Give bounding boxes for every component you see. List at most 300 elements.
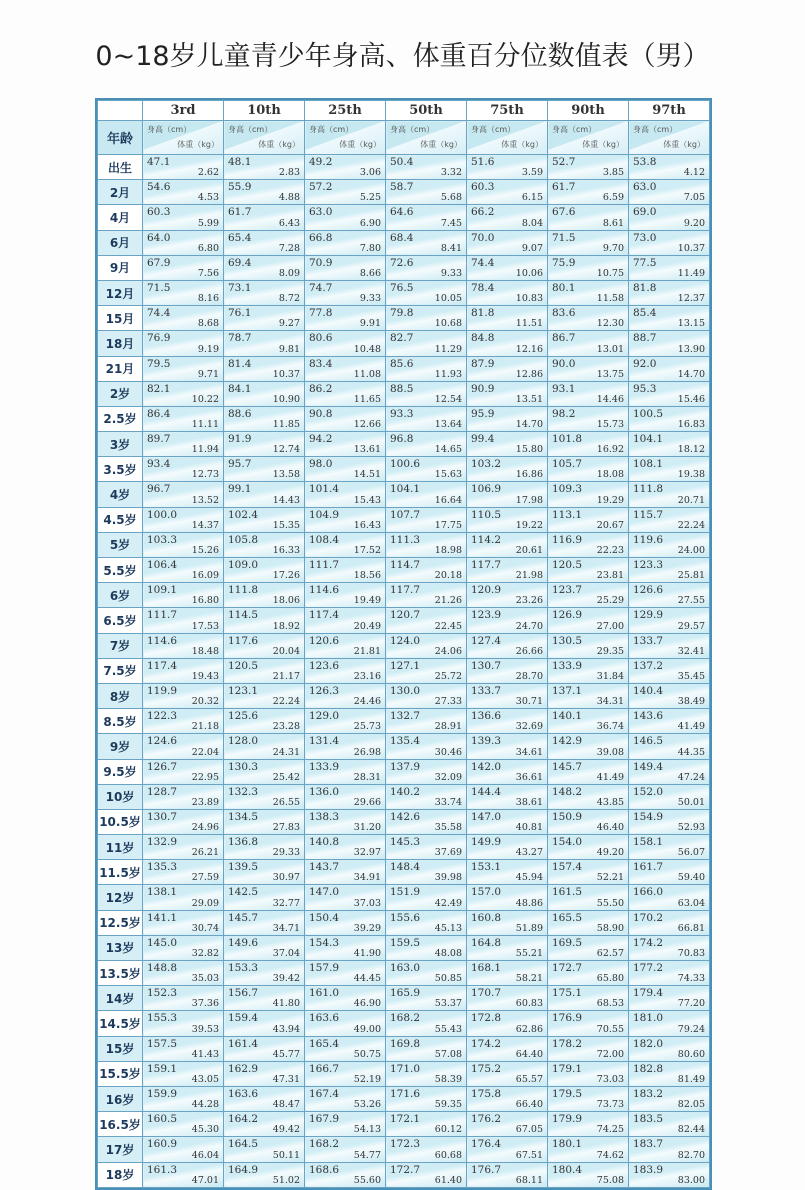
weight-value: 11.29 [434, 343, 462, 355]
weight-value: 55.60 [353, 1174, 381, 1186]
height-value: 93.3 [390, 407, 414, 420]
value-cell [467, 986, 548, 1011]
value-cell [467, 180, 548, 205]
weight-value: 20.61 [515, 545, 543, 556]
value-cell [143, 885, 224, 910]
weight-value: 16.92 [596, 444, 624, 456]
weight-value: 7.28 [278, 242, 300, 254]
value-cell [143, 280, 224, 305]
weight-value: 15.80 [515, 444, 543, 456]
table-row [98, 658, 710, 683]
value-cell [143, 1162, 224, 1187]
height-value: 90.9 [471, 382, 495, 395]
value-cell [548, 935, 629, 960]
height-value: 81.4 [228, 357, 252, 370]
unit-header-cell [467, 121, 548, 155]
table-row [98, 935, 710, 960]
unit-header-cell [629, 121, 710, 155]
value-cell [143, 406, 224, 431]
value-cell [629, 1112, 710, 1137]
height-value: 66.2 [471, 206, 495, 219]
height-value: 80.1 [552, 281, 576, 294]
value-cell [386, 633, 467, 658]
value-cell [386, 255, 467, 280]
value-cell [224, 683, 305, 708]
value-cell [143, 1036, 224, 1061]
weight-unit-label: 体重（kg） [177, 140, 219, 149]
value-cell [467, 860, 548, 885]
value-cell [305, 507, 386, 532]
value-cell [548, 1112, 629, 1137]
age-cell: 2.5岁 [98, 406, 143, 431]
weight-value: 14.70 [515, 419, 543, 431]
weight-unit-label: 体重（kg） [420, 140, 462, 149]
height-value: 111.7 [309, 559, 340, 571]
weight-value: 2.62 [197, 167, 219, 179]
height-value: 136.0 [309, 785, 340, 798]
value-cell [548, 205, 629, 230]
age-cell: 8.5岁 [98, 709, 143, 734]
value-cell [224, 356, 305, 381]
weight-value: 53.37 [434, 998, 462, 1010]
value-cell [548, 180, 629, 205]
value-cell [548, 1086, 629, 1111]
weight-value: 17.53 [191, 620, 219, 632]
height-value: 153.1 [471, 861, 502, 874]
age-cell: 4.5岁 [98, 507, 143, 532]
value-cell [224, 910, 305, 935]
height-value: 79.5 [147, 357, 171, 370]
height-value: 139.5 [228, 861, 259, 874]
height-value: 130.5 [552, 634, 583, 647]
weight-value: 8.68 [197, 318, 219, 330]
value-cell [548, 1061, 629, 1086]
value-cell [143, 205, 224, 230]
value-cell [386, 1137, 467, 1162]
height-value: 172.1 [390, 1113, 421, 1126]
height-value: 93.1 [552, 382, 576, 395]
value-cell [386, 910, 467, 935]
value-cell [629, 280, 710, 305]
height-value: 161.3 [147, 1163, 178, 1176]
weight-value: 32.82 [191, 948, 219, 959]
height-value: 159.9 [147, 1087, 178, 1100]
weight-value: 74.33 [677, 973, 705, 985]
table-row [98, 961, 710, 986]
weight-value: 4.88 [278, 192, 300, 204]
weight-value: 59.35 [434, 1099, 462, 1111]
height-value: 142.9 [552, 735, 583, 748]
value-cell [143, 331, 224, 356]
height-value: 108.4 [309, 533, 340, 546]
weight-value: 10.22 [191, 393, 219, 405]
unit-header-cell [548, 121, 629, 155]
weight-value: 12.16 [515, 343, 543, 355]
weight-value: 38.49 [677, 696, 705, 708]
height-value: 141.1 [147, 911, 178, 924]
value-cell [467, 734, 548, 759]
weight-value: 65.80 [596, 973, 624, 985]
weight-value: 37.69 [434, 847, 462, 859]
weight-value: 53.26 [353, 1099, 381, 1111]
weight-value: 82.44 [677, 1124, 705, 1136]
weight-value: 60.83 [515, 998, 543, 1010]
weight-value: 22.04 [191, 746, 219, 758]
value-cell [467, 1061, 548, 1086]
weight-value: 43.05 [191, 1073, 219, 1085]
weight-value: 43.27 [515, 847, 543, 859]
weight-value: 41.49 [596, 771, 624, 783]
height-value: 95.7 [228, 458, 252, 471]
page-title: 0~18岁儿童青少年身高、体重百分位数值表（男） [95, 41, 710, 72]
weight-value: 23.26 [515, 595, 543, 607]
value-cell [143, 180, 224, 205]
weight-value: 47.24 [677, 771, 705, 783]
height-value: 180.1 [552, 1138, 583, 1151]
height-value: 144.4 [471, 785, 502, 798]
weight-value: 11.11 [191, 419, 219, 431]
value-cell [305, 1162, 386, 1187]
value-cell [467, 356, 548, 381]
height-value: 182.0 [633, 1037, 664, 1050]
height-value: 163.6 [309, 1012, 340, 1025]
height-value: 61.7 [228, 206, 252, 219]
weight-value: 55.50 [596, 897, 624, 909]
weight-value: 29.57 [677, 620, 705, 632]
value-cell [224, 507, 305, 532]
weight-value: 9.33 [359, 293, 381, 305]
height-value: 137.2 [633, 659, 664, 672]
height-value: 86.4 [147, 407, 171, 420]
table-row [98, 205, 710, 230]
value-cell [386, 734, 467, 759]
value-cell [305, 658, 386, 683]
unit-header-cell [386, 121, 467, 155]
weight-value: 72.00 [596, 1048, 624, 1060]
weight-value: 11.49 [677, 267, 705, 279]
weight-value: 23.28 [272, 721, 300, 733]
value-cell [548, 835, 629, 860]
height-value: 165.4 [309, 1037, 340, 1050]
height-value: 167.4 [309, 1087, 340, 1100]
value-cell [305, 558, 386, 583]
weight-value: 50.11 [272, 1149, 300, 1161]
value-cell [629, 1137, 710, 1162]
weight-value: 20.67 [596, 519, 624, 531]
weight-value: 23.16 [353, 670, 381, 682]
height-value: 114.6 [147, 634, 178, 647]
height-value: 175.1 [552, 987, 583, 1000]
weight-value: 54.13 [353, 1124, 381, 1136]
age-cell: 7岁 [98, 633, 143, 658]
height-value: 120.5 [228, 659, 259, 672]
weight-value: 15.43 [353, 494, 381, 506]
weight-value: 39.08 [596, 746, 624, 758]
height-value: 111.8 [228, 584, 259, 597]
weight-value: 73.73 [596, 1099, 624, 1111]
weight-value: 27.83 [272, 822, 300, 834]
height-value: 60.3 [471, 181, 495, 194]
value-cell [467, 1086, 548, 1111]
weight-value: 26.21 [191, 847, 219, 859]
height-value: 123.6 [309, 659, 340, 672]
height-value: 104.1 [390, 483, 421, 496]
weight-value: 12.74 [272, 444, 300, 456]
value-cell [224, 331, 305, 356]
height-value: 109.0 [228, 559, 259, 571]
value-cell [548, 784, 629, 809]
height-value: 168.2 [390, 1012, 421, 1025]
height-value: 183.5 [633, 1113, 664, 1126]
height-value: 72.6 [390, 256, 414, 269]
weight-value: 4.53 [197, 192, 219, 204]
value-cell [629, 356, 710, 381]
height-value: 79.8 [390, 307, 414, 320]
height-unit-label: 身高（cm） [309, 125, 354, 134]
table-row [98, 507, 710, 532]
value-cell [224, 1112, 305, 1137]
value-cell [467, 784, 548, 809]
weight-value: 3.59 [521, 167, 543, 179]
height-value: 130.3 [228, 760, 259, 773]
value-cell [467, 658, 548, 683]
weight-value: 49.42 [272, 1124, 300, 1136]
weight-value: 46.04 [191, 1149, 219, 1161]
height-value: 161.0 [309, 987, 340, 1000]
value-cell [548, 381, 629, 406]
height-value: 105.7 [552, 458, 583, 471]
age-cell: 11岁 [98, 835, 143, 860]
weight-value: 2.83 [278, 167, 300, 179]
height-value: 140.8 [309, 836, 340, 849]
value-cell [143, 910, 224, 935]
height-value: 133.7 [633, 634, 664, 647]
height-value: 172.7 [390, 1163, 421, 1176]
value-cell [305, 1112, 386, 1137]
height-value: 84.1 [228, 382, 252, 395]
table-row [98, 306, 710, 331]
height-value: 136.6 [471, 710, 502, 723]
table-row [98, 457, 710, 482]
table-row [98, 683, 710, 708]
table-row [98, 1061, 710, 1086]
value-cell [143, 558, 224, 583]
value-cell [386, 180, 467, 205]
weight-value: 24.70 [515, 620, 543, 632]
value-cell [386, 155, 467, 180]
height-value: 114.7 [390, 559, 421, 571]
weight-value: 13.61 [353, 444, 381, 456]
value-cell [305, 784, 386, 809]
value-cell [305, 331, 386, 356]
weight-value: 26.98 [353, 746, 381, 758]
value-cell [305, 306, 386, 331]
value-cell [305, 406, 386, 431]
value-cell [629, 381, 710, 406]
value-cell [386, 885, 467, 910]
value-cell [467, 507, 548, 532]
height-value: 80.6 [309, 332, 333, 345]
height-value: 130.7 [147, 810, 178, 823]
weight-value: 18.98 [434, 545, 462, 556]
age-cell: 17岁 [98, 1137, 143, 1162]
height-value: 111.3 [390, 533, 421, 546]
value-cell [143, 306, 224, 331]
height-value: 127.4 [471, 634, 502, 647]
weight-value: 25.42 [272, 771, 300, 783]
value-cell [224, 583, 305, 608]
weight-value: 15.73 [596, 419, 624, 431]
weight-value: 9.20 [683, 217, 705, 229]
height-value: 147.0 [471, 810, 502, 823]
value-cell [548, 406, 629, 431]
weight-value: 14.46 [596, 393, 624, 405]
weight-value: 25.72 [434, 670, 462, 682]
weight-value: 8.66 [359, 267, 381, 279]
height-value: 156.7 [228, 987, 259, 1000]
height-value: 86.7 [552, 332, 576, 345]
value-cell [143, 709, 224, 734]
value-cell [305, 986, 386, 1011]
weight-value: 81.49 [677, 1073, 705, 1085]
weight-value: 21.18 [191, 721, 219, 733]
value-cell [143, 683, 224, 708]
value-cell [143, 356, 224, 381]
table-row [98, 180, 710, 205]
age-cell: 12.5岁 [98, 910, 143, 935]
weight-value: 11.85 [272, 419, 300, 431]
value-cell [386, 306, 467, 331]
value-cell [224, 608, 305, 633]
value-cell [305, 356, 386, 381]
weight-value: 77.20 [677, 998, 705, 1010]
value-cell [305, 155, 386, 180]
weight-value: 9.91 [359, 318, 381, 330]
table-row [98, 608, 710, 633]
weight-value: 11.58 [596, 293, 624, 305]
height-value: 167.9 [309, 1113, 340, 1126]
weight-value: 5.25 [359, 192, 381, 204]
value-cell [143, 633, 224, 658]
height-value: 149.6 [228, 936, 259, 949]
weight-value: 15.26 [191, 545, 219, 556]
weight-value: 6.59 [602, 192, 624, 204]
table-row [98, 155, 710, 180]
height-value: 114.6 [309, 584, 340, 597]
unit-header-row [98, 121, 710, 155]
height-value: 55.9 [228, 181, 252, 194]
height-unit-label: 身高（cm） [228, 125, 273, 134]
value-cell [224, 935, 305, 960]
value-cell [548, 155, 629, 180]
value-cell [224, 155, 305, 180]
weight-value: 17.98 [515, 494, 543, 506]
height-value: 104.9 [309, 508, 340, 521]
value-cell [467, 457, 548, 482]
unit-header-cell [224, 121, 305, 155]
height-value: 88.7 [633, 332, 657, 345]
table-row [98, 230, 710, 255]
weight-value: 7.56 [197, 267, 219, 279]
weight-value: 20.32 [191, 696, 219, 708]
value-cell [386, 608, 467, 633]
height-value: 164.5 [228, 1138, 259, 1151]
height-value: 155.3 [147, 1012, 178, 1025]
weight-value: 29.09 [191, 897, 219, 909]
height-value: 152.3 [147, 987, 178, 1000]
weight-value: 6.90 [359, 217, 381, 229]
height-value: 166.7 [309, 1062, 340, 1075]
value-cell [548, 759, 629, 784]
height-value: 128.7 [147, 785, 178, 798]
value-cell [386, 986, 467, 1011]
value-cell [305, 809, 386, 834]
weight-value: 19.49 [353, 595, 381, 607]
weight-value: 20.71 [677, 494, 705, 506]
value-cell [629, 1011, 710, 1036]
weight-unit-label: 体重（kg） [582, 140, 624, 149]
weight-value: 5.68 [440, 192, 462, 204]
value-cell [386, 331, 467, 356]
height-value: 98.2 [552, 407, 576, 420]
percentile-header-row [98, 101, 710, 121]
height-value: 129.9 [633, 609, 664, 622]
weight-value: 11.93 [434, 368, 462, 380]
height-value: 53.8 [633, 156, 657, 168]
height-value: 109.3 [552, 483, 583, 496]
height-value: 145.7 [552, 760, 583, 773]
value-cell [548, 658, 629, 683]
value-cell [224, 280, 305, 305]
table-row [98, 255, 710, 280]
weight-value: 28.70 [515, 670, 543, 682]
height-value: 182.8 [633, 1062, 664, 1075]
value-cell [143, 255, 224, 280]
value-cell [224, 986, 305, 1011]
value-cell [629, 306, 710, 331]
height-value: 87.9 [471, 357, 495, 370]
weight-value: 10.90 [272, 393, 300, 405]
age-cell: 16岁 [98, 1086, 143, 1111]
height-value: 148.2 [552, 785, 583, 798]
height-value: 108.1 [633, 458, 664, 471]
value-cell [467, 709, 548, 734]
age-cell: 9.5岁 [98, 759, 143, 784]
height-value: 106.9 [471, 483, 502, 496]
value-cell [224, 205, 305, 230]
value-cell [305, 280, 386, 305]
age-cell: 8岁 [98, 683, 143, 708]
value-cell [224, 658, 305, 683]
weight-value: 3.32 [440, 167, 462, 179]
height-value: 136.8 [228, 836, 259, 849]
weight-value: 55.21 [515, 948, 543, 959]
table-row [98, 910, 710, 935]
height-value: 117.4 [147, 659, 178, 672]
height-value: 61.7 [552, 181, 576, 194]
height-value: 85.6 [390, 357, 414, 370]
value-cell [548, 356, 629, 381]
height-value: 88.6 [228, 407, 252, 420]
value-cell [224, 532, 305, 557]
weight-value: 13.90 [677, 343, 705, 355]
height-value: 134.5 [228, 810, 259, 823]
value-cell [467, 835, 548, 860]
age-cell: 2岁 [98, 381, 143, 406]
weight-value: 19.38 [677, 469, 705, 481]
weight-value: 40.81 [515, 822, 543, 834]
height-value: 157.4 [552, 861, 583, 874]
